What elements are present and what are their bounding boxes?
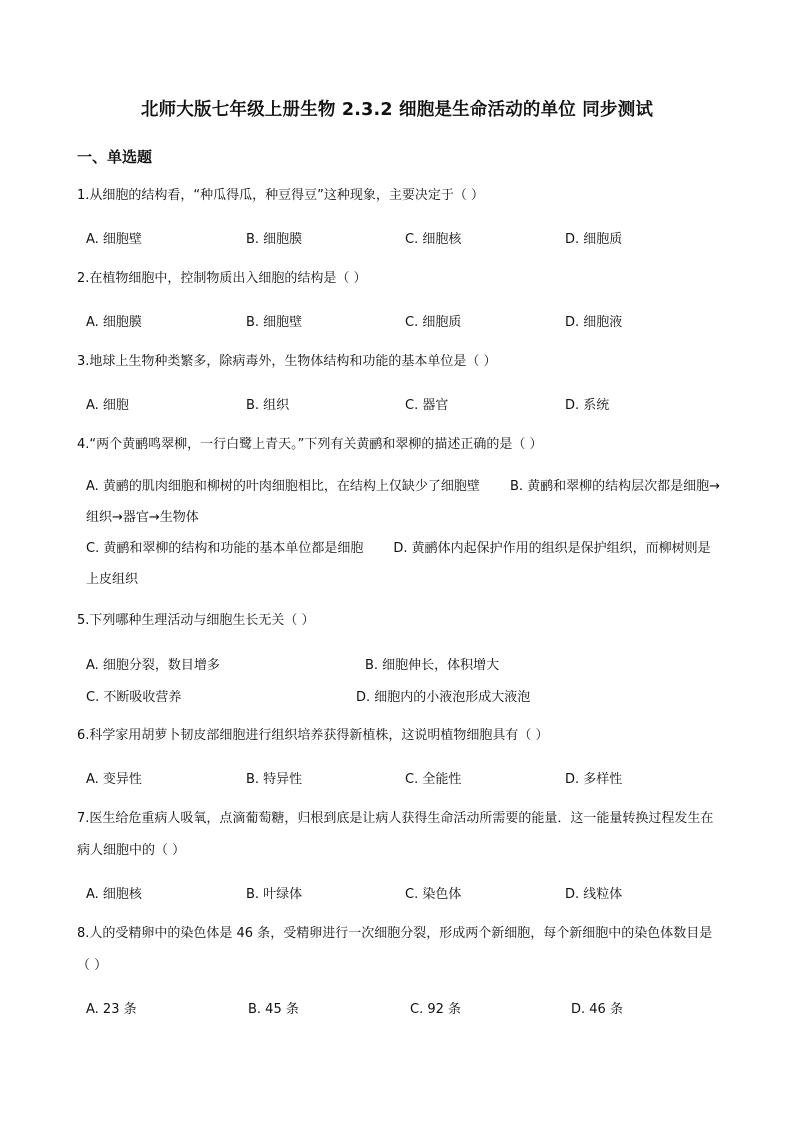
question-6-option-b[interactable]: B. 特异性 [246, 772, 303, 787]
question-3-option-c[interactable]: C. 器官 [405, 398, 449, 413]
question-6-option-d[interactable]: D. 多样性 [565, 772, 623, 787]
question-3-stem: 3.地球上生物种类繁多，除病毒外，生物体结构和功能的基本单位是（ ） [77, 354, 497, 369]
question-3-option-d[interactable]: D. 系统 [565, 398, 610, 413]
question-4-option-d[interactable]: D. 黄鹂体内起保护作用的组织是保护组织，而柳树则是上皮组织 [86, 541, 711, 587]
question-5-option-a[interactable]: A. 细胞分裂，数目增多 [86, 658, 220, 673]
question-5-option-b[interactable]: B. 细胞伸长，体积增大 [365, 658, 500, 673]
question-2-option-c[interactable]: C. 细胞质 [405, 315, 462, 330]
question-1-option-b[interactable]: B. 细胞膜 [246, 232, 303, 247]
question-2-option-a[interactable]: A. 细胞膜 [86, 315, 142, 330]
question-2-option-d[interactable]: D. 细胞液 [565, 315, 623, 330]
question-6-stem: 6.科学家用胡萝卜韧皮部细胞进行组织培养获得新植株，这说明植物细胞具有（ ） [77, 728, 549, 743]
question-4-option-a[interactable]: A. 黄鹂的肌肉细胞和柳树的叶肉细胞相比，在结构上仅缺少了细胞壁 [86, 479, 480, 494]
section-heading: 一、单选题 [77, 148, 153, 166]
question-4-stem: 4.“两个黄鹂鸣翠柳，一行白鹭上青天。”下列有关黄鹂和翠柳的描述正确的是（ ） [77, 437, 543, 452]
question-7-option-d[interactable]: D. 线粒体 [565, 887, 623, 902]
question-4-options-cd [86, 533, 722, 595]
question-6-option-a[interactable]: A. 变异性 [86, 772, 142, 787]
question-4-option-c[interactable]: C. 黄鹂和翠柳的结构和功能的基本单位都是细胞 [86, 541, 364, 556]
question-8-option-b[interactable]: B. 45 条 [248, 1002, 299, 1017]
question-8-option-a[interactable]: A. 23 条 [86, 1002, 137, 1017]
question-5-option-d[interactable]: D. 细胞内的小液泡形成大液泡 [356, 690, 531, 705]
question-1-option-a[interactable]: A. 细胞壁 [86, 232, 142, 247]
question-1-option-c[interactable]: C. 细胞核 [405, 232, 462, 247]
question-5-stem: 5.下列哪种生理活动与细胞生长无关（ ） [77, 613, 315, 628]
question-3-option-b[interactable]: B. 组织 [246, 398, 290, 413]
question-7-option-c[interactable]: C. 染色体 [405, 887, 462, 902]
question-2-stem: 2.在植物细胞中，控制物质出入细胞的结构是（ ） [77, 271, 367, 286]
question-7-stem: 7.医生给危重病人吸氧，点滴葡萄糖，归根到底是让病人获得生命活动所需要的能量．这一能量转换过程发生在病人细胞中的（ ） [77, 811, 714, 858]
question-4-option-b[interactable]: B. 黄鹂和翠柳的结构层次都是细胞→组织→器官→生物体 [86, 479, 721, 525]
question-4-options-ab [86, 471, 722, 533]
question-6-option-c[interactable]: C. 全能性 [405, 772, 462, 787]
question-3-option-a[interactable]: A. 细胞 [86, 398, 129, 413]
question-8-stem: 8.人的受精卵中的染色体是 46 条，受精卵进行一次细胞分裂，形成两个新细胞，每个新细胞中的染色体数目是（ ） [77, 926, 713, 973]
question-7-option-b[interactable]: B. 叶绿体 [246, 887, 303, 902]
question-5-option-c[interactable]: C. 不断吸收营养 [86, 690, 182, 705]
question-1-stem: 1.从细胞的结构看，“种瓜得瓜，种豆得豆”这种现象，主要决定于（ ） [77, 188, 485, 203]
document-title: 北师大版七年级上册生物 2.3.2 细胞是生命活动的单位 同步测试 [140, 100, 654, 120]
question-8-option-d[interactable]: D. 46 条 [571, 1002, 623, 1017]
question-1-option-d[interactable]: D. 细胞质 [565, 232, 623, 247]
question-7-option-a[interactable]: A. 细胞核 [86, 887, 142, 902]
question-8-option-c[interactable]: C. 92 条 [410, 1002, 462, 1017]
question-2-option-b[interactable]: B. 细胞壁 [246, 315, 303, 330]
